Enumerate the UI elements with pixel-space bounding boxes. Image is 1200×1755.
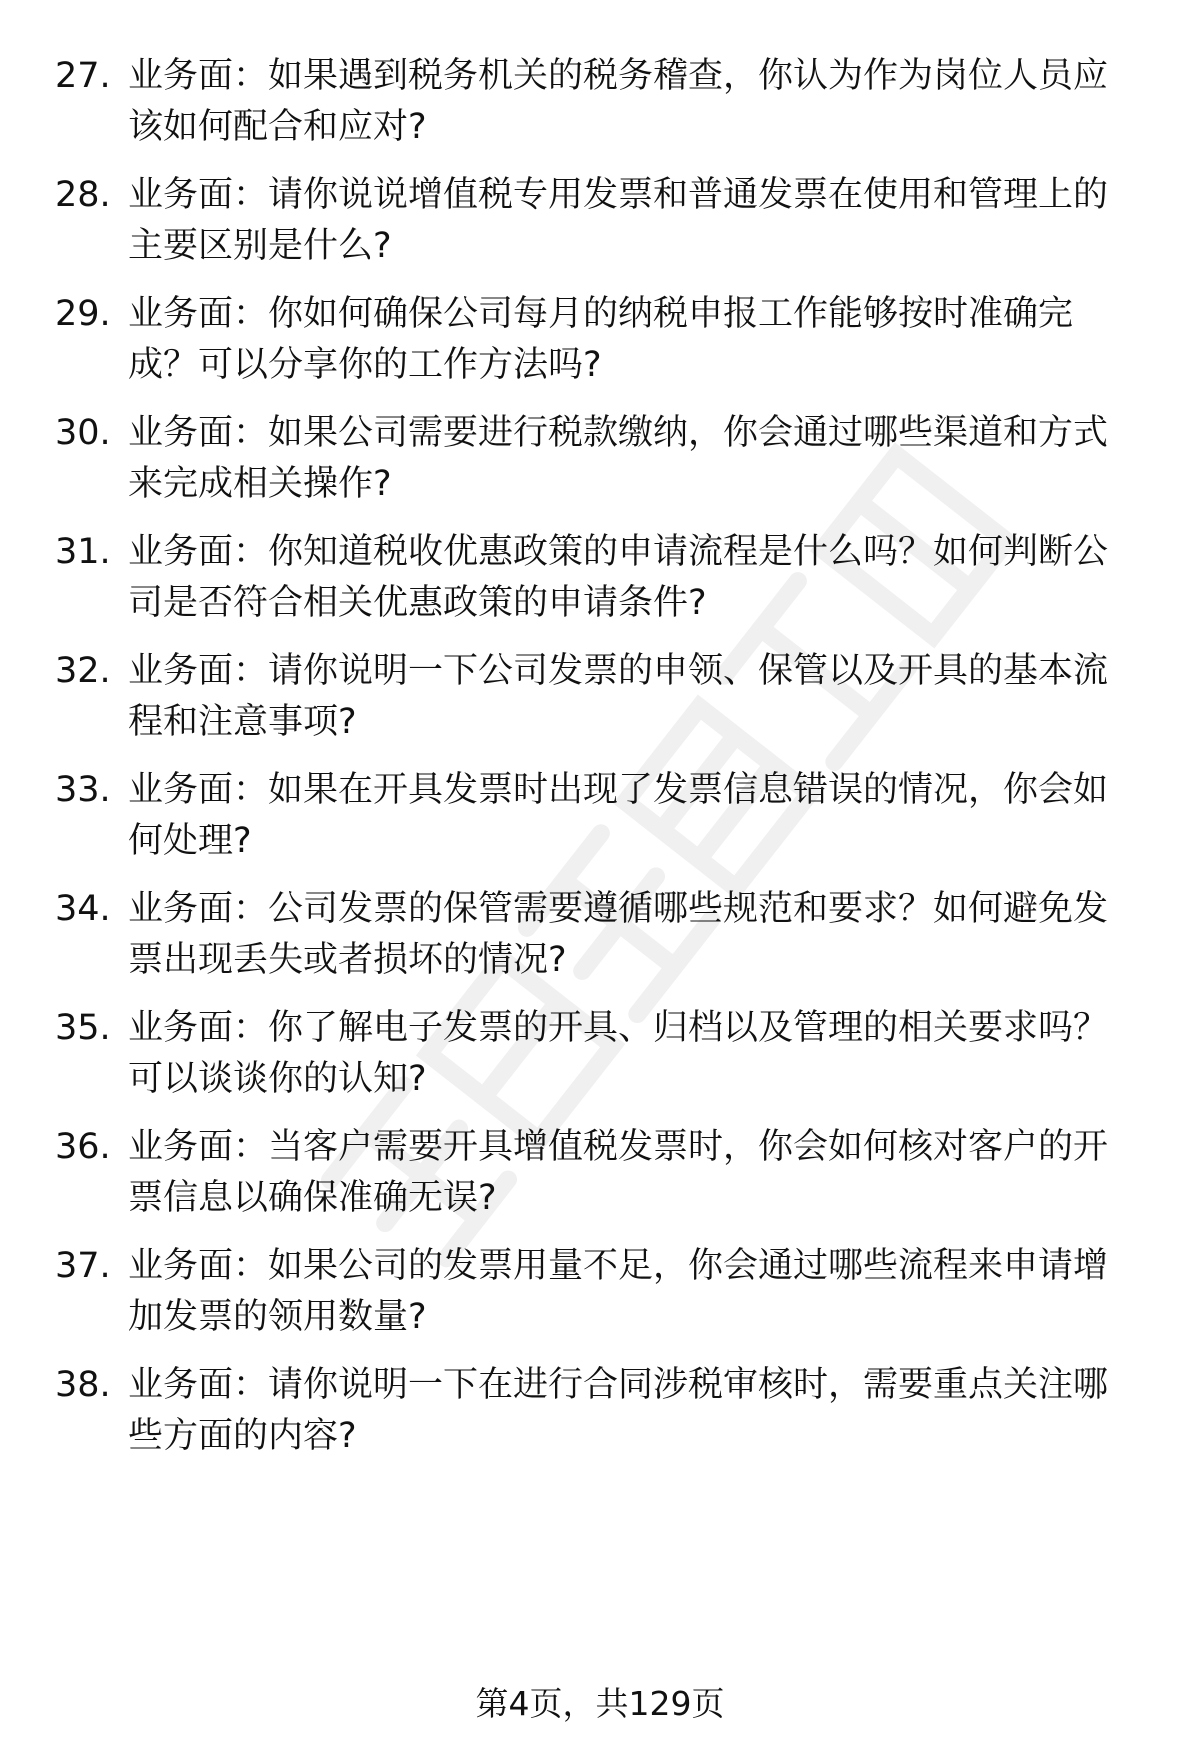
list-item [0,51,1200,161]
question-number: 35. [55,1008,111,1048]
question-number: 30. [55,413,111,453]
question-text: 业务面：请你说说增值税专用发票和普通发票在使用和管理上的主要区别是什么? [128,175,1109,266]
question-text: 业务面：你知道税收优惠政策的申请流程是什么吗？如何判断公司是否符合相关优惠政策的申请条件? [128,532,1109,623]
question-number: 31. [55,532,111,572]
list-item [0,1122,1200,1232]
list-item [0,170,1200,280]
question-number: 33. [55,770,111,810]
question-text: 业务面：如果遇到税务机关的税务稽查，你认为作为岗位人员应该如何配合和应对? [128,56,1109,147]
question-text: 业务面：公司发票的保管需要遵循哪些规范和要求？如何避免发票出现丢失或者损坏的情况? [128,889,1109,980]
list-item [0,646,1200,756]
list-item [0,408,1200,518]
question-text: 业务面：你了解电子发票的开具、归档以及管理的相关要求吗？可以谈谈你的认知? [128,1008,1109,1099]
list-item [0,1241,1200,1351]
question-number: 28. [55,175,111,215]
question-number: 36. [55,1127,111,1167]
question-number: 32. [55,651,111,691]
question-text: 业务面：如果公司的发票用量不足，你会通过哪些流程来申请增加发票的领用数量? [128,1246,1109,1337]
question-number: 34. [55,889,111,929]
page-footer: 第4页，共129页 [475,1684,725,1723]
list-item [0,884,1200,994]
question-text: 业务面：如果公司需要进行税款缴纳，你会通过哪些渠道和方式来完成相关操作? [128,413,1109,504]
question-text: 业务面：如果在开具发票时出现了发票信息错误的情况，你会如何处理? [128,770,1109,861]
list-item [0,765,1200,875]
question-number: 29. [55,294,111,334]
list-item [0,1003,1200,1113]
question-number: 38. [55,1365,111,1405]
question-text: 业务面：你如何确保公司每月的纳税申报工作能够按时准确完成？可以分享你的工作方法吗? [128,294,1074,385]
question-number: 27. [55,56,111,96]
list-item [0,1360,1200,1470]
list-item [0,289,1200,399]
list-item [0,527,1200,637]
question-text: 业务面：当客户需要开具增值税发票时，你会如何核对客户的开票信息以确保准确无误? [128,1127,1109,1218]
question-text: 业务面：请你说明一下公司发票的申领、保管以及开具的基本流程和注意事项? [128,651,1109,742]
question-number: 37. [55,1246,111,1286]
question-text: 业务面：请你说明一下在进行合同涉税审核时，需要重点关注哪些方面的内容? [128,1365,1109,1456]
